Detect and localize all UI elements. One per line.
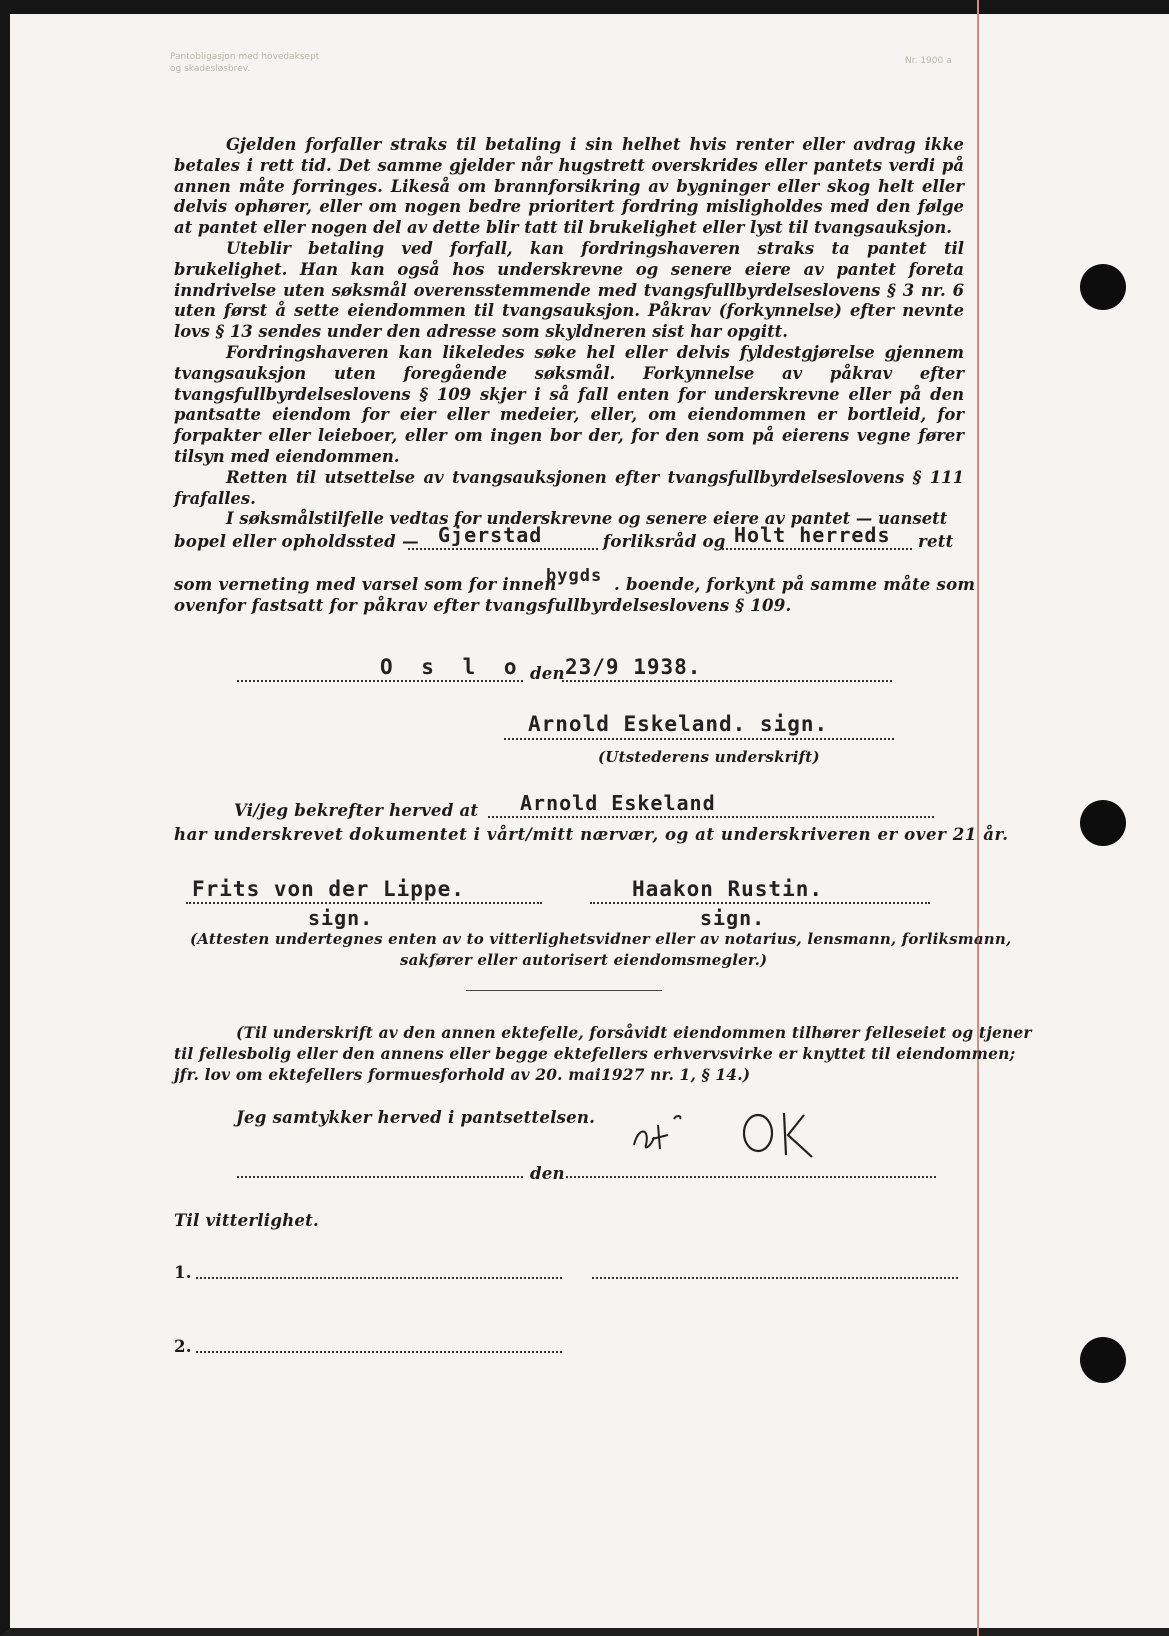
- punch-hole: [1080, 264, 1126, 310]
- consent-text: Jeg samtykker herved i pantsettelsen.: [236, 1107, 596, 1127]
- paragraph-default: Gjelden forfaller straks til betaling i sin helhet hvis renter eller avdrag ikke betales i rett tid. Det samme gjelder når hugstrett overskrides eller pantets verdi på annen måte forringes. Likeså om brannforsikring av bygninger eller skog helt eller delvis ophører, eller om nogen bedre prioritert fordring misligholdes med den følge at pantet eller nogen del av dette blir tatt til brukelighet eller lyst til tvangsauksjon.: [174, 135, 964, 238]
- dating-den: den: [530, 663, 565, 683]
- witness-section-title: Til vitterlighet.: [174, 1210, 319, 1230]
- place-dotline: [408, 548, 598, 550]
- header-faint-right-1: Nr. 1900 a: [905, 56, 952, 66]
- terms-text: [174, 135, 964, 530]
- witness-note-2: sakfører eller autorisert eiendomsmegler.): [400, 951, 768, 969]
- handwritten-initials: [628, 1105, 818, 1169]
- witness-number-1: 1.: [174, 1262, 192, 1282]
- venue-line3: ovenfor fastsatt for påkrav efter tvangsfullbyrdelseslovens § 109.: [174, 595, 792, 615]
- venue-place: Gjerstad: [438, 523, 543, 547]
- punch-hole: [1080, 1337, 1126, 1383]
- venue-court: Holt herreds: [734, 523, 891, 547]
- dating-date-dotline: [562, 680, 892, 682]
- dating-date: 23/9 1938.: [565, 655, 702, 679]
- witness-line-1b: [592, 1277, 958, 1279]
- issuer-dotline: [504, 738, 894, 740]
- attestation-line2: har underskrevet dokumentet i vårt/mitt nærvær, og at underskriveren er over 21 år.: [174, 824, 1009, 844]
- witness-1-dotline: [186, 902, 542, 904]
- paragraph-auction: Fordringshaveren kan likeledes søke hel eller delvis fyldestgjørelse gjennem tvangsauksjon uten foregående søksmål. Forkynnelse av påkrav efter tvangsfullbyrdelseslovens § 109 skjer i så fall enten for underskrevne eller på den pantsatte eiendom for eier eller medeier, eller, om eiendommen er bortleid, for forpakter eller leieboer, eller om ingen bor der, for den som på eierens vegne fører tilsyn med eiendommen.: [174, 342, 964, 466]
- witness-line-2: [196, 1351, 562, 1353]
- header-faint-left-2: og skadesløsbrev.: [170, 64, 251, 74]
- paragraph-collection: Uteblir betaling ved forfall, kan fordringshaveren straks ta pantet til brukelighet. Han kan også hos underskrevne og senere eiere av pantet foreta inndrivelse uten søksmål overensstemmende med tvangsfullbyrdelseslovens § 3 nr. 6 uten først å sette eiendommen til tvangsauksjon. Påkrav (forkynnelse) efter nevnte lovs § 13 sendes under den adresse som skyldneren sist har opgitt.: [174, 238, 964, 342]
- venue-line2-prefix: som verneting med varsel som for innen: [174, 574, 557, 594]
- issuer-caption: (Utstederens underskrift): [598, 748, 820, 766]
- spouse-note-1: (Til underskrift av den annen ektefelle, forsåvidt eiendommen tilhører felleseiet og tjener: [236, 1024, 1032, 1042]
- paragraph-venue-intro: I søksmålstilfelle vedtas for underskrevne og senere eiere av pantet — uansett: [226, 509, 948, 529]
- witness-1-name: Frits von der Lippe.: [192, 877, 465, 901]
- witness-2-dotline: [590, 902, 930, 904]
- dating-place: O s l o: [380, 655, 525, 679]
- section-divider: [466, 990, 662, 991]
- witness-2-sign: sign.: [700, 906, 766, 930]
- consent-dotline: [237, 1176, 523, 1178]
- attestation-dotline: [488, 816, 934, 818]
- margin-rule: [977, 0, 979, 1636]
- witness-1-sign: sign.: [308, 906, 374, 930]
- venue-typed-word: bygds: [546, 566, 603, 586]
- spouse-note-2: til fellesbolig eller den annens eller begge ektefellers erhvervsvirke er knyttet til eiendommen;: [174, 1045, 1016, 1063]
- venue-prefix: bopel eller opholdssted —: [174, 531, 419, 551]
- court-dotline: [722, 548, 912, 550]
- attestation-name: Arnold Eskeland: [520, 791, 716, 815]
- witness-note-1: (Attesten undertegnes enten av to vitterlighetsvidner eller av notarius, lensmann, forliksmann,: [190, 930, 1012, 948]
- dating-place-dotline: [237, 680, 523, 682]
- witness-number-2: 2.: [174, 1336, 192, 1356]
- punch-hole: [1080, 800, 1126, 846]
- consent-date-dotline: [566, 1176, 936, 1178]
- witness-2-name: Haakon Rustin.: [632, 877, 824, 901]
- attestation-prefix: Vi/jeg bekrefter herved at: [234, 800, 479, 820]
- venue-suffix: rett: [918, 531, 954, 551]
- venue-mid: forliksråd og: [603, 531, 726, 551]
- paragraph-waiver: Retten til utsettelse av tvangsauksjonen efter tvangsfullbyrdelseslovens § 111 frafalles.: [174, 467, 964, 508]
- venue-line2-suffix: . boende, forkynt på samme måte som: [614, 574, 976, 594]
- consent-den: den: [530, 1163, 565, 1183]
- witness-line-1a: [196, 1277, 562, 1279]
- issuer-signature: Arnold Eskeland. sign.: [528, 712, 829, 736]
- header-faint-left-1: Pantobligasjon med hovedaksept: [170, 52, 320, 62]
- spouse-note-3: jfr. lov om ektefellers formuesforhold av 20. mai1927 nr. 1, § 14.): [174, 1066, 751, 1084]
